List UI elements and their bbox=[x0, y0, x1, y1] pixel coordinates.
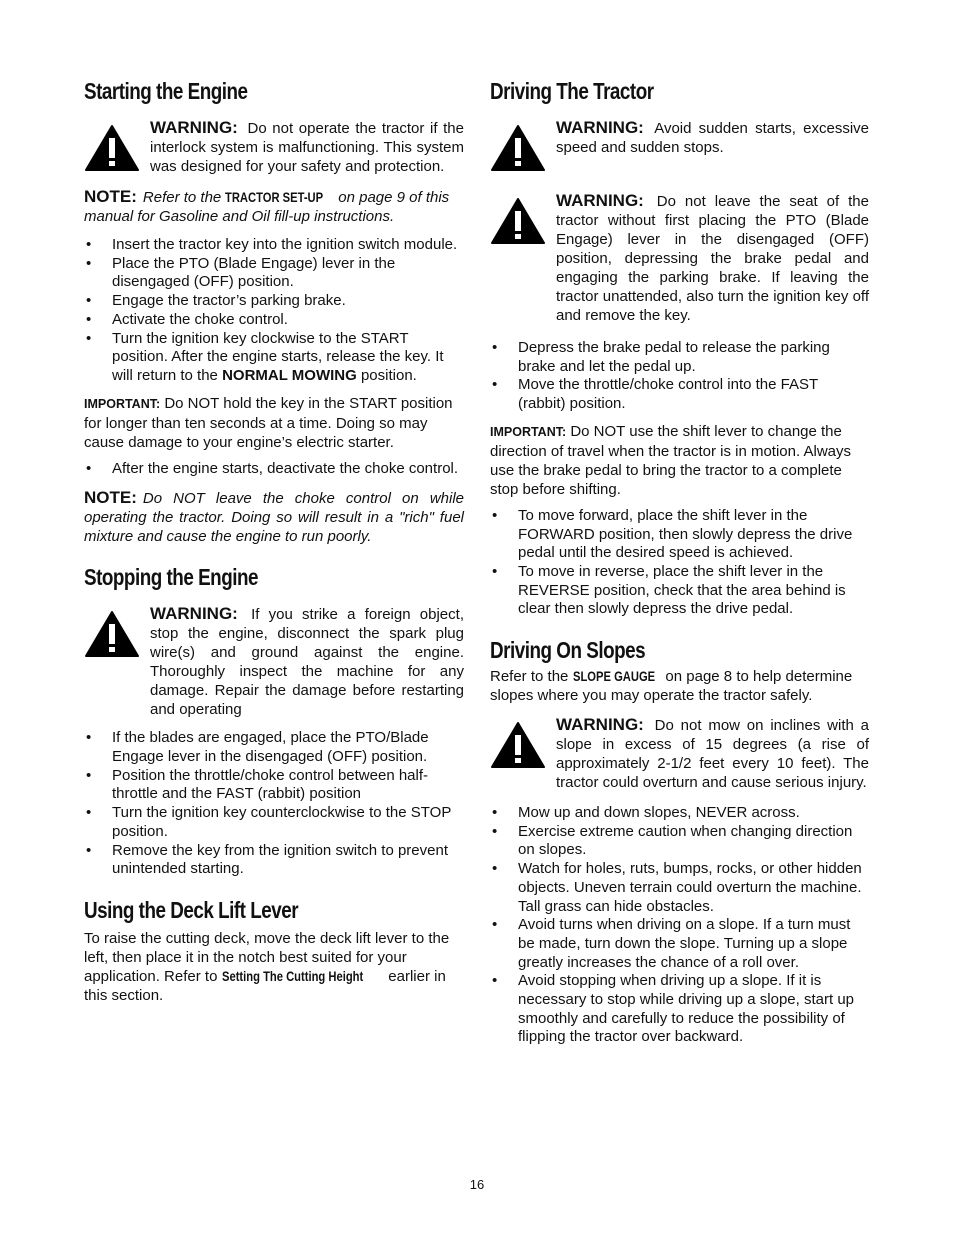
choke-steps-list bbox=[84, 460, 464, 479]
driving-warning-2 bbox=[490, 191, 869, 325]
list-item: • Turn the ignition key counterclockwise to the STOP position. bbox=[84, 804, 464, 841]
warning-label: WARNING: bbox=[556, 191, 644, 210]
list-item: • Avoid turns when driving on a slope. If a turn must be made, turn down the slope. Turning up a slope greatly increases the chance of a roll over. bbox=[490, 916, 869, 972]
setup-note: NOTE: Refer to the TRACTOR SET-UP on page 9 of this manual for Gasoline and Oil fill-up instructions. bbox=[84, 187, 450, 225]
warning-triangle-icon bbox=[490, 191, 556, 325]
list-item: • Activate the choke control. bbox=[84, 311, 464, 330]
starting-steps-list bbox=[84, 236, 464, 386]
list-item: • Depress the brake pedal to release the parking brake and let the pedal up. bbox=[490, 339, 869, 376]
stopping-steps-list bbox=[84, 729, 464, 879]
driving-steps-list bbox=[490, 339, 869, 414]
warning-label: WARNING: bbox=[150, 604, 238, 624]
list-item: • Insert the tractor key into the ignition switch module. bbox=[84, 236, 464, 255]
page-number: 16 bbox=[469, 1177, 485, 1192]
warning-text: If you strike a foreign object, stop the engine, disconnect the spark plug wire(s) and ground against the engine. Thoroughly inspect the machine for any damage. Repair the damage before restarting and operating bbox=[150, 606, 464, 719]
list-item: • Mow up and down slopes, NEVER across. bbox=[490, 804, 869, 823]
warning-label: WARNING: bbox=[556, 715, 644, 735]
list-item: • Watch for holes, ruts, bumps, rocks, or other hidden objects. Uneven terrain could overturn the machine. Tall grass can hide obstacles. bbox=[490, 860, 869, 916]
slopes-steps-list bbox=[490, 804, 869, 1047]
list-item: • To move in reverse, place the shift lever in the REVERSE position, check that the area behind is clear then slowly depress the drive pedal. bbox=[490, 563, 869, 619]
cutting-height-reference: Setting The Cutting Height bbox=[221, 967, 363, 984]
starting-engine-heading: Starting the Engine bbox=[84, 78, 248, 104]
warning-text: Do not mow on inclines with a slope in excess of 15 degrees (a rise of approximately 2-1/2 feet every 10 feet). The tractor could overturn and cause serious injury. bbox=[556, 717, 869, 792]
slopes-intro: Refer to the SLOPE GAUGE on page 8 to help determine slopes where you may operate the tractor safely. bbox=[490, 668, 853, 705]
left-column bbox=[84, 74, 464, 1005]
setup-reference: TRACTOR SET-UP bbox=[225, 189, 324, 205]
warning-triangle-icon bbox=[490, 118, 556, 177]
list-item: • Turn the ignition key clockwise to the START position. After the engine starts, release the key. It will return to the NORMAL MOWING position. bbox=[84, 330, 464, 386]
list-item: • After the engine starts, deactivate the choke control. bbox=[84, 460, 464, 479]
warning-triangle-icon bbox=[84, 604, 150, 719]
list-item: • Place the PTO (Blade Engage) lever in the disengaged (OFF) position. bbox=[84, 255, 464, 292]
starting-warning bbox=[84, 118, 464, 177]
important-shift-note: IMPORTANT: Do NOT use the shift lever to change the direction of travel when the tractor is in motion. Always use the brake pedal to bring the tractor to a complete stop before shifting. bbox=[490, 422, 851, 498]
list-item: • Remove the key from the ignition switch to prevent unintended starting. bbox=[84, 842, 464, 879]
warning-label: WARNING: bbox=[150, 118, 238, 137]
deck-lift-text: To raise the cutting deck, move the deck lift lever to the left, then place it in the notch best suited for your application. Refer to Setting The Cutting Height earlier in this section. bbox=[84, 929, 450, 1004]
driving-warning-1 bbox=[490, 118, 869, 177]
stopping-engine-heading: Stopping the Engine bbox=[84, 564, 259, 591]
slope-gauge-reference: SLOPE GAUGE bbox=[572, 668, 655, 685]
warning-triangle-icon bbox=[84, 118, 150, 177]
warning-text: Avoid sudden starts, excessive speed and sudden stops. bbox=[556, 120, 869, 156]
list-item: • Move the throttle/choke control into the FAST (rabbit) position. bbox=[490, 376, 869, 413]
warning-text: Do not leave the seat of the tractor without first placing the PTO (Blade Engage) lever in the disengaged (OFF) position, depressing the brake pedal and engaging the parking brake. If leaving the tractor unattended, also turn the ignition key off and remove the key. bbox=[556, 193, 869, 324]
list-item: • Engage the tractor’s parking brake. bbox=[84, 292, 464, 311]
deck-lift-heading: Using the Deck Lift Lever bbox=[84, 896, 299, 923]
warning-triangle-icon bbox=[490, 715, 556, 792]
right-column bbox=[490, 74, 869, 1047]
driving-slopes-heading: Driving On Slopes bbox=[490, 637, 646, 664]
warning-text: Do not operate the tractor if the interlock system is malfunctioning. This system was designed for your safety and protection. bbox=[150, 120, 464, 175]
list-item: • If the blades are engaged, place the PTO/Blade Engage lever in the disengaged (OFF) position. bbox=[84, 729, 464, 766]
list-item: • To move forward, place the shift lever in the FORWARD position, then slowly depress the drive pedal until the desired speed is achieved. bbox=[490, 507, 869, 563]
slopes-warning bbox=[490, 715, 869, 792]
warning-label: WARNING: bbox=[556, 118, 644, 137]
driving-tractor-heading: Driving The Tractor bbox=[490, 78, 654, 104]
list-item: • Avoid stopping when driving up a slope. If it is necessary to stop while driving up a slope, start up smoothly and carefully to reduce the possibility of flipping the tractor over backward. bbox=[490, 972, 869, 1047]
choke-note: NOTE: Do NOT leave the choke control on while operating the tractor. Doing so will result in a "rich" fuel mixture and cause the engine to run poorly. bbox=[84, 488, 464, 546]
list-item: • Exercise extreme caution when changing direction on slopes. bbox=[490, 823, 869, 860]
shift-steps-list bbox=[490, 507, 869, 619]
important-key-note: IMPORTANT: Do NOT hold the key in the START position for longer than ten seconds at a time. Doing so may cause damage to your engine’s electric starter. bbox=[84, 394, 453, 451]
list-item: • Position the throttle/choke control between half-throttle and the FAST (rabbit) position bbox=[84, 767, 464, 804]
stopping-warning bbox=[84, 604, 464, 719]
